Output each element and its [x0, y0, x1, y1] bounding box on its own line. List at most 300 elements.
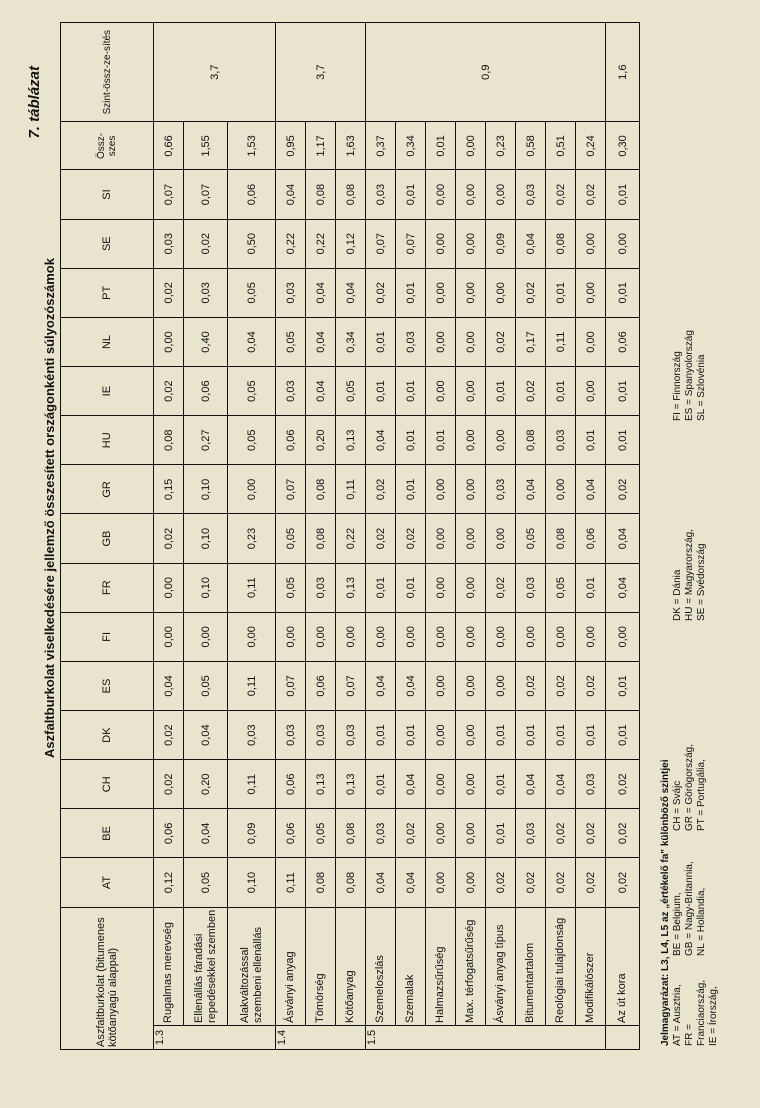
header-country-be: BE — [61, 809, 154, 858]
value-cell-fi: 0,00 — [276, 612, 306, 661]
value-cell-gr: 0,15 — [154, 465, 184, 514]
value-cell-hu: 0,04 — [366, 416, 396, 465]
value-cell-pt: 0,01 — [546, 268, 576, 317]
value-cell-dk: 0,03 — [228, 711, 276, 760]
value-cell-se: 0,00 — [456, 219, 486, 268]
value-cell-ie: 0,00 — [456, 367, 486, 416]
value-cell-es: 0,00 — [456, 661, 486, 710]
value-cell-nl: 0,01 — [366, 317, 396, 366]
value-cell-es: 0,06 — [306, 661, 336, 710]
value-cell-nl: 0,00 — [426, 317, 456, 366]
value-cell-ie: 0,06 — [184, 367, 228, 416]
table-title: Aszfaltburkolat viselkedésére jellemző összesített országonkénti súlyozószámok — [42, 258, 57, 758]
legend-entry: BE = Belgium, — [672, 892, 683, 956]
value-cell-ie: 0,04 — [306, 367, 336, 416]
header-country-gr: GR — [61, 465, 154, 514]
value-cell-be: 0,09 — [228, 809, 276, 858]
value-cell-dk: 0,00 — [456, 711, 486, 760]
value-cell-at: 0,02 — [546, 858, 576, 907]
header-country-dk: DK — [61, 711, 154, 760]
value-cell-nl: 0,11 — [546, 317, 576, 366]
value-cell-dk: 0,03 — [276, 711, 306, 760]
value-cell-hu: 0,01 — [576, 416, 606, 465]
table-row — [154, 23, 184, 1050]
value-cell-at: 0,05 — [184, 858, 228, 907]
value-cell-pt: 0,00 — [426, 268, 456, 317]
row-sum: 0,58 — [516, 122, 546, 170]
legend-column — [672, 221, 708, 421]
row-sum: 0,34 — [396, 122, 426, 170]
row-sum: 1,53 — [228, 122, 276, 170]
value-cell-gb: 0,08 — [546, 514, 576, 563]
section-id: 1.5 — [366, 1025, 606, 1049]
row-label: Ellenállás fáradási repedésekkel szemben — [184, 907, 228, 1025]
value-cell-gb: 0,05 — [516, 514, 546, 563]
value-cell-nl: 0,03 — [396, 317, 426, 366]
value-cell-ch: 0,03 — [576, 760, 606, 809]
value-cell-be: 0,08 — [336, 809, 366, 858]
header-country-hu: HU — [61, 416, 154, 465]
value-cell-pt: 0,02 — [516, 268, 546, 317]
value-cell-at: 0,02 — [576, 858, 606, 907]
value-cell-gr: 0,11 — [336, 465, 366, 514]
value-cell-fi: 0,00 — [396, 612, 426, 661]
value-cell-gr: 0,04 — [516, 465, 546, 514]
value-cell-gb: 0,00 — [426, 514, 456, 563]
value-cell-gr: 0,02 — [606, 465, 640, 514]
legend-column — [672, 956, 720, 1046]
value-cell-nl: 0,17 — [516, 317, 546, 366]
value-cell-ch: 0,01 — [486, 760, 516, 809]
value-cell-pt: 0,03 — [276, 268, 306, 317]
value-cell-be: 0,06 — [154, 809, 184, 858]
section-id — [606, 1025, 640, 1049]
value-cell-ie: 0,01 — [396, 367, 426, 416]
header-country-se: SE — [61, 219, 154, 268]
value-cell-ie: 0,01 — [546, 367, 576, 416]
value-cell-se: 0,22 — [306, 219, 336, 268]
table-row — [336, 23, 366, 1050]
value-cell-es: 0,04 — [154, 661, 184, 710]
value-cell-se: 0,00 — [606, 219, 640, 268]
row-label: Kötőanyag — [336, 907, 366, 1025]
value-cell-si: 0,07 — [184, 170, 228, 219]
value-cell-ch: 0,13 — [336, 760, 366, 809]
value-cell-si: 0,00 — [426, 170, 456, 219]
header-country-nl: NL — [61, 317, 154, 366]
value-cell-fr: 0,00 — [456, 563, 486, 612]
row-sum: 0,23 — [486, 122, 516, 170]
legend-entry: CH = Svájc — [672, 780, 683, 831]
header-country-gb: GB — [61, 514, 154, 563]
legend-column — [672, 421, 708, 621]
header-row — [61, 23, 154, 1050]
value-cell-be: 0,03 — [516, 809, 546, 858]
legend-entry: SL = Szlovénia — [696, 354, 707, 421]
value-cell-ch: 0,04 — [396, 760, 426, 809]
value-cell-hu: 0,27 — [184, 416, 228, 465]
header-level: Szint-össz-ze-sítés — [61, 23, 154, 122]
header-sum: Össz-szes — [61, 122, 154, 170]
value-cell-gr: 0,00 — [546, 465, 576, 514]
value-cell-nl: 0,06 — [606, 317, 640, 366]
value-cell-fr: 0,02 — [486, 563, 516, 612]
value-cell-gr: 0,00 — [228, 465, 276, 514]
value-cell-se: 0,02 — [184, 219, 228, 268]
value-cell-nl: 0,34 — [336, 317, 366, 366]
value-cell-be: 0,02 — [576, 809, 606, 858]
value-cell-se: 0,00 — [426, 219, 456, 268]
value-cell-se: 0,00 — [576, 219, 606, 268]
value-cell-at: 0,04 — [366, 858, 396, 907]
value-cell-at: 0,02 — [516, 858, 546, 907]
row-label: Max. térfogatsűrűség — [456, 907, 486, 1025]
value-cell-es: 0,02 — [546, 661, 576, 710]
header-country-ie: IE — [61, 367, 154, 416]
value-cell-fr: 0,10 — [184, 563, 228, 612]
row-label: Reológiai tulajdonság — [546, 907, 576, 1025]
value-cell-hu: 0,00 — [456, 416, 486, 465]
value-cell-se: 0,04 — [516, 219, 546, 268]
value-cell-ch: 0,02 — [606, 760, 640, 809]
value-cell-hu: 0,00 — [486, 416, 516, 465]
table-row — [366, 23, 396, 1050]
value-cell-pt: 0,00 — [576, 268, 606, 317]
value-cell-ch: 0,00 — [456, 760, 486, 809]
value-cell-se: 0,50 — [228, 219, 276, 268]
row-label: Szemalak — [396, 907, 426, 1025]
value-cell-fi: 0,00 — [366, 612, 396, 661]
value-cell-be: 0,04 — [184, 809, 228, 858]
value-cell-es: 0,07 — [336, 661, 366, 710]
legend-entry: GR = Görögország, — [684, 744, 695, 831]
value-cell-si: 0,07 — [154, 170, 184, 219]
value-cell-fi: 0,00 — [516, 612, 546, 661]
value-cell-fi: 0,00 — [426, 612, 456, 661]
row-label: Az út kora — [606, 907, 640, 1025]
value-cell-hu: 0,08 — [154, 416, 184, 465]
value-cell-es: 0,07 — [276, 661, 306, 710]
header-country-si: SI — [61, 170, 154, 219]
value-cell-be: 0,05 — [306, 809, 336, 858]
value-cell-fi: 0,00 — [306, 612, 336, 661]
header-country-pt: PT — [61, 268, 154, 317]
value-cell-es: 0,05 — [184, 661, 228, 710]
value-cell-hu: 0,01 — [606, 416, 640, 465]
value-cell-gb: 0,10 — [184, 514, 228, 563]
value-cell-se: 0,03 — [154, 219, 184, 268]
value-cell-pt: 0,03 — [184, 268, 228, 317]
value-cell-fi: 0,00 — [184, 612, 228, 661]
row-sum: 0,01 — [426, 122, 456, 170]
value-cell-es: 0,01 — [606, 661, 640, 710]
value-cell-si: 0,03 — [516, 170, 546, 219]
value-cell-fr: 0,01 — [396, 563, 426, 612]
legend-entry: GB = Nagy-Britannia, — [684, 861, 695, 956]
value-cell-es: 0,02 — [576, 661, 606, 710]
value-cell-ch: 0,02 — [154, 760, 184, 809]
row-label: Modifikálószer — [576, 907, 606, 1025]
value-cell-hu: 0,20 — [306, 416, 336, 465]
row-sum: 0,66 — [154, 122, 184, 170]
table-row — [396, 23, 426, 1050]
row-sum: 0,95 — [276, 122, 306, 170]
value-cell-ch: 0,20 — [184, 760, 228, 809]
value-cell-nl: 0,02 — [486, 317, 516, 366]
row-sum: 0,30 — [606, 122, 640, 170]
value-cell-gb: 0,00 — [456, 514, 486, 563]
value-cell-hu: 0,06 — [276, 416, 306, 465]
header-country-es: ES — [61, 661, 154, 710]
legend-columns — [672, 46, 720, 1046]
value-cell-ch: 0,00 — [426, 760, 456, 809]
value-cell-si: 0,00 — [456, 170, 486, 219]
value-cell-be: 0,03 — [366, 809, 396, 858]
table-row — [306, 23, 336, 1050]
value-cell-hu: 0,01 — [396, 416, 426, 465]
value-cell-ch: 0,11 — [228, 760, 276, 809]
value-cell-fr: 0,03 — [306, 563, 336, 612]
header-country-at: AT — [61, 858, 154, 907]
value-cell-be: 0,02 — [546, 809, 576, 858]
legend-entry: SE = Svédország — [696, 543, 707, 621]
value-cell-ch: 0,04 — [516, 760, 546, 809]
value-cell-dk: 0,03 — [306, 711, 336, 760]
value-cell-fr: 0,05 — [546, 563, 576, 612]
value-cell-ie: 0,05 — [228, 367, 276, 416]
value-cell-at: 0,02 — [486, 858, 516, 907]
value-cell-si: 0,01 — [606, 170, 640, 219]
value-cell-es: 0,04 — [396, 661, 426, 710]
value-cell-gr: 0,00 — [426, 465, 456, 514]
section-total: 3,7 — [154, 23, 276, 122]
value-cell-ie: 0,01 — [486, 367, 516, 416]
value-cell-fi: 0,00 — [546, 612, 576, 661]
value-cell-at: 0,10 — [228, 858, 276, 907]
value-cell-si: 0,02 — [576, 170, 606, 219]
value-cell-ie: 0,02 — [516, 367, 546, 416]
value-cell-nl: 0,00 — [576, 317, 606, 366]
table-row — [456, 23, 486, 1050]
table-row — [228, 23, 276, 1050]
value-cell-gr: 0,02 — [366, 465, 396, 514]
weights-table — [60, 22, 640, 1050]
value-cell-dk: 0,02 — [154, 711, 184, 760]
value-cell-gr: 0,01 — [396, 465, 426, 514]
value-cell-gr: 0,00 — [456, 465, 486, 514]
value-cell-fr: 0,04 — [606, 563, 640, 612]
value-cell-at: 0,08 — [336, 858, 366, 907]
table-tag: 7. táblázat — [26, 66, 43, 139]
value-cell-dk: 0,01 — [396, 711, 426, 760]
value-cell-fi: 0,00 — [456, 612, 486, 661]
value-cell-gb: 0,02 — [366, 514, 396, 563]
value-cell-gr: 0,03 — [486, 465, 516, 514]
table-row — [426, 23, 456, 1050]
legend-entry: DK = Dánia — [672, 569, 683, 621]
value-cell-gr: 0,08 — [306, 465, 336, 514]
value-cell-fi: 0,00 — [606, 612, 640, 661]
row-sum: 1,17 — [306, 122, 336, 170]
value-cell-gb: 0,06 — [576, 514, 606, 563]
value-cell-ie: 0,01 — [366, 367, 396, 416]
row-sum: 0,24 — [576, 122, 606, 170]
value-cell-at: 0,00 — [426, 858, 456, 907]
section-total: 1,6 — [606, 23, 640, 122]
table-row — [606, 23, 640, 1050]
value-cell-hu: 0,03 — [546, 416, 576, 465]
value-cell-pt: 0,02 — [366, 268, 396, 317]
value-cell-es: 0,02 — [516, 661, 546, 710]
value-cell-ie: 0,01 — [606, 367, 640, 416]
table-row — [576, 23, 606, 1050]
value-cell-se: 0,07 — [366, 219, 396, 268]
value-cell-ie: 0,00 — [426, 367, 456, 416]
row-sum: 1,63 — [336, 122, 366, 170]
value-cell-gb: 0,22 — [336, 514, 366, 563]
value-cell-dk: 0,04 — [184, 711, 228, 760]
value-cell-gb: 0,02 — [154, 514, 184, 563]
value-cell-be: 0,00 — [426, 809, 456, 858]
legend-column — [672, 831, 708, 956]
value-cell-gr: 0,07 — [276, 465, 306, 514]
value-cell-fr: 0,03 — [516, 563, 546, 612]
header-country-fr: FR — [61, 563, 154, 612]
value-cell-hu: 0,01 — [426, 416, 456, 465]
value-cell-fr: 0,00 — [426, 563, 456, 612]
value-cell-nl: 0,00 — [456, 317, 486, 366]
legend-entry: IE = Írország, — [708, 986, 719, 1046]
value-cell-gb: 0,04 — [606, 514, 640, 563]
value-cell-fr: 0,01 — [366, 563, 396, 612]
row-sum: 1,55 — [184, 122, 228, 170]
value-cell-be: 0,06 — [276, 809, 306, 858]
table-row — [486, 23, 516, 1050]
value-cell-fi: 0,00 — [486, 612, 516, 661]
value-cell-at: 0,11 — [276, 858, 306, 907]
value-cell-dk: 0,00 — [426, 711, 456, 760]
value-cell-ch: 0,04 — [546, 760, 576, 809]
value-cell-fi: 0,00 — [154, 612, 184, 661]
value-cell-pt: 0,00 — [486, 268, 516, 317]
value-cell-es: 0,00 — [486, 661, 516, 710]
table-row — [276, 23, 306, 1050]
value-cell-gr: 0,10 — [184, 465, 228, 514]
section-total: 0,9 — [366, 23, 606, 122]
value-cell-hu: 0,08 — [516, 416, 546, 465]
row-label: Bitumentartalom — [516, 907, 546, 1025]
header-country-fi: FI — [61, 612, 154, 661]
value-cell-be: 0,00 — [456, 809, 486, 858]
value-cell-dk: 0,01 — [606, 711, 640, 760]
value-cell-se: 0,12 — [336, 219, 366, 268]
row-label: Ásványi anyag típus — [486, 907, 516, 1025]
legend-entry: PT = Portugália, — [696, 759, 707, 831]
value-cell-pt: 0,01 — [606, 268, 640, 317]
value-cell-fr: 0,01 — [576, 563, 606, 612]
value-cell-nl: 0,05 — [276, 317, 306, 366]
legend-entry: FI = Finnország — [672, 351, 683, 421]
value-cell-gr: 0,04 — [576, 465, 606, 514]
table-body — [154, 23, 640, 1050]
legend-column — [672, 621, 708, 831]
legend-entry: FR = Franciaország, — [684, 979, 707, 1046]
value-cell-pt: 0,00 — [456, 268, 486, 317]
row-sum: 0,51 — [546, 122, 576, 170]
value-cell-ch: 0,13 — [306, 760, 336, 809]
value-cell-be: 0,01 — [486, 809, 516, 858]
value-cell-at: 0,00 — [456, 858, 486, 907]
value-cell-dk: 0,01 — [576, 711, 606, 760]
table-row — [184, 23, 228, 1050]
value-cell-gb: 0,08 — [306, 514, 336, 563]
value-cell-es: 0,11 — [228, 661, 276, 710]
value-cell-nl: 0,04 — [306, 317, 336, 366]
value-cell-si: 0,02 — [546, 170, 576, 219]
value-cell-si: 0,03 — [366, 170, 396, 219]
legend-entry: ES = Spanyolország — [684, 330, 695, 421]
value-cell-gb: 0,02 — [396, 514, 426, 563]
value-cell-hu: 0,05 — [228, 416, 276, 465]
legend-entry: NL = Hollandia, — [696, 887, 707, 956]
value-cell-pt: 0,05 — [228, 268, 276, 317]
value-cell-at: 0,12 — [154, 858, 184, 907]
row-sum: 0,00 — [456, 122, 486, 170]
value-cell-si: 0,01 — [396, 170, 426, 219]
value-cell-ie: 0,05 — [336, 367, 366, 416]
value-cell-nl: 0,00 — [154, 317, 184, 366]
value-cell-se: 0,09 — [486, 219, 516, 268]
section-total: 3,7 — [276, 23, 366, 122]
legend-intro: Jelmagyarázat: L3, L4, L5 az „értékelő fa" különböző szintjei — [660, 759, 671, 1046]
value-cell-pt: 0,02 — [154, 268, 184, 317]
value-cell-si: 0,00 — [486, 170, 516, 219]
section-id: 1.3 — [154, 1025, 276, 1049]
header-first-col: Aszfaltburkolat (bitumenes kötőanyagú alappal) — [61, 907, 154, 1049]
row-label: Halmazsűrűség — [426, 907, 456, 1025]
row-label: Ásványi anyag — [276, 907, 306, 1025]
value-cell-fr: 0,00 — [154, 563, 184, 612]
value-cell-se: 0,22 — [276, 219, 306, 268]
row-label: Alakváltozással szembeni ellenállás — [228, 907, 276, 1025]
value-cell-se: 0,07 — [396, 219, 426, 268]
value-cell-ie: 0,00 — [576, 367, 606, 416]
value-cell-dk: 0,01 — [366, 711, 396, 760]
value-cell-at: 0,08 — [306, 858, 336, 907]
value-cell-pt: 0,01 — [396, 268, 426, 317]
row-sum: 0,37 — [366, 122, 396, 170]
value-cell-be: 0,02 — [396, 809, 426, 858]
value-cell-es: 0,04 — [366, 661, 396, 710]
value-cell-hu: 0,13 — [336, 416, 366, 465]
value-cell-fr: 0,11 — [228, 563, 276, 612]
legend-entry: AT = Ausztria, — [672, 984, 683, 1046]
value-cell-ie: 0,03 — [276, 367, 306, 416]
value-cell-dk: 0,01 — [486, 711, 516, 760]
section-id: 1.4 — [276, 1025, 366, 1049]
value-cell-at: 0,04 — [396, 858, 426, 907]
value-cell-fr: 0,05 — [276, 563, 306, 612]
value-cell-ch: 0,01 — [366, 760, 396, 809]
value-cell-ch: 0,06 — [276, 760, 306, 809]
value-cell-dk: 0,01 — [516, 711, 546, 760]
value-cell-dk: 0,01 — [546, 711, 576, 760]
value-cell-dk: 0,03 — [336, 711, 366, 760]
value-cell-gb: 0,05 — [276, 514, 306, 563]
value-cell-gb: 0,23 — [228, 514, 276, 563]
value-cell-si: 0,08 — [306, 170, 336, 219]
value-cell-si: 0,06 — [228, 170, 276, 219]
